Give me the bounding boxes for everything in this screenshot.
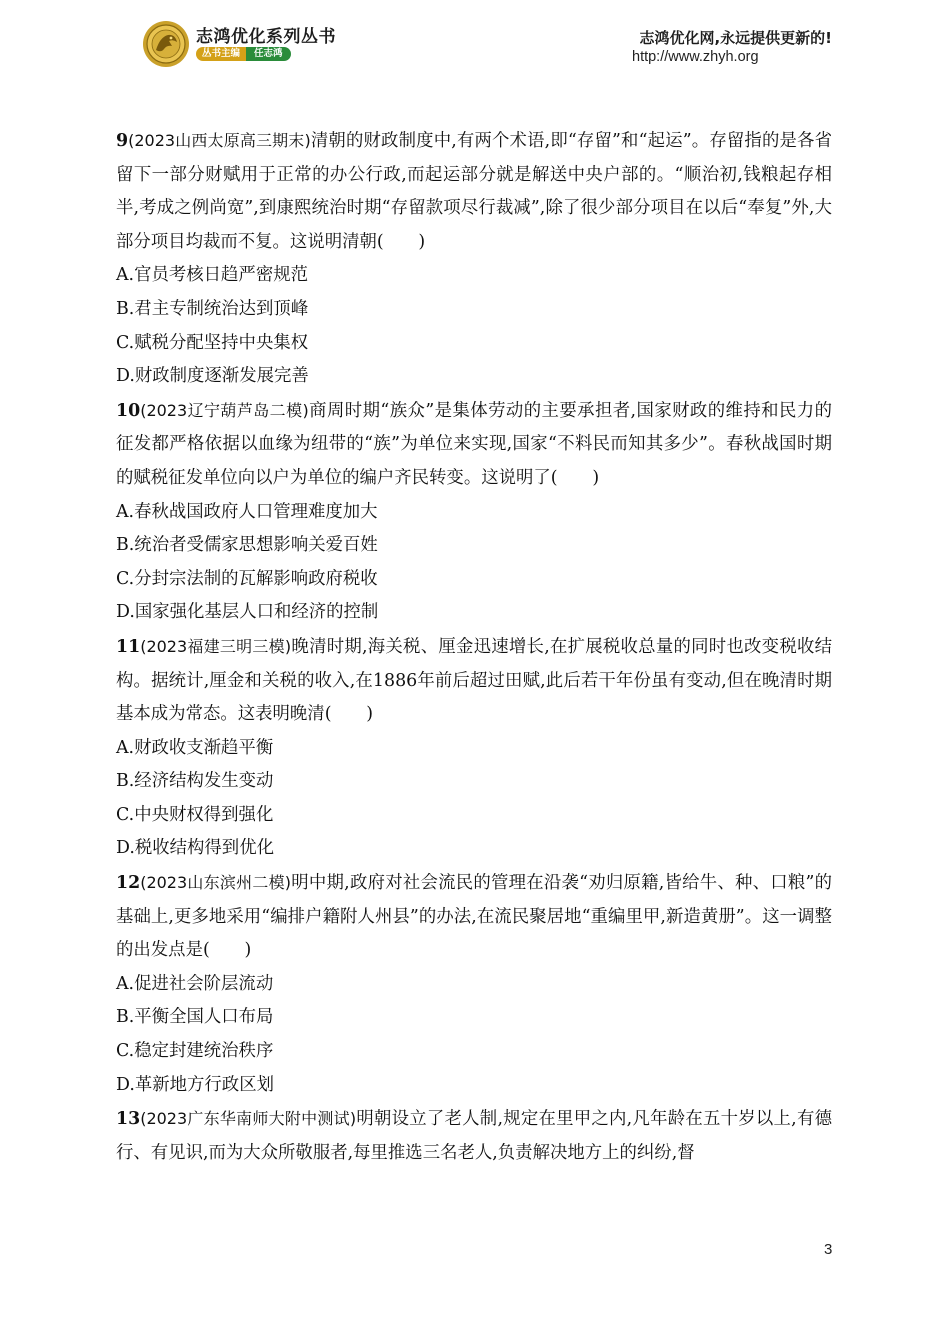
question-source: (2023山东滨州二模) bbox=[140, 873, 292, 893]
option-b: B.经济结构发生变动 bbox=[116, 771, 274, 792]
question-list bbox=[116, 124, 832, 1170]
header-slogan: 志鸿优化网,永远提供更新的! bbox=[639, 29, 832, 47]
question-source: (2023辽宁葫芦岛二模) bbox=[140, 400, 309, 420]
question-13 bbox=[116, 1102, 832, 1170]
page-header bbox=[0, 0, 950, 90]
option-a: A.官员考核日趋严密规范 bbox=[116, 265, 308, 286]
question-number: 12 bbox=[116, 873, 141, 894]
question-source: (2023广东华南师大附中测试) bbox=[140, 1109, 357, 1129]
question-stem bbox=[116, 124, 832, 259]
question-source: (2023山西太原高三期末) bbox=[128, 131, 311, 150]
option-a: A.财政收支渐趋平衡 bbox=[116, 737, 274, 758]
question-9 bbox=[116, 124, 832, 394]
question-number: 13 bbox=[116, 1109, 141, 1130]
option-c: C.稳定封建统治秩序 bbox=[116, 1041, 274, 1062]
question-10 bbox=[116, 394, 832, 630]
question-stem bbox=[116, 394, 832, 496]
page-number: 3 bbox=[824, 1241, 833, 1258]
question-number: 11 bbox=[116, 636, 141, 657]
option-d: D.税收结构得到优化 bbox=[116, 838, 274, 859]
option-a: A.促进社会阶层流动 bbox=[116, 973, 274, 994]
question-text: 清朝的财政制度中,有两个术语,即“存留”和“起运”。存留指的是各省留下一部分财赋用于正常的办公行政,而起运部分就是解送中央户部的。“顺治初,钱粮起存相半,考成之例尚宽”,到康熙统治时期“存留款项尽行裁减”,除了很少部分项目在以后“奉复”外,大部分项目均裁而不复。这说明清朝( ) bbox=[116, 131, 832, 252]
option-c: C.赋税分配坚持中央集权 bbox=[116, 332, 309, 353]
option-b: B.平衡全国人口布局 bbox=[116, 1007, 274, 1028]
option-b: B.君主专制统治达到顶峰 bbox=[116, 298, 309, 319]
question-number: 9 bbox=[116, 131, 129, 151]
question-text: 商周时期“族众”是集体劳动的主要承担者,国家财政的维持和民力的征发都严格依据以血缘为纽带的“族”为单位来实现,国家“不料民而知其多少”。春秋战国时期的赋税征发单位向以户为单位的编户齐民转变。这说明了( ) bbox=[116, 400, 832, 488]
question-stem bbox=[116, 630, 832, 732]
question-source: (2023福建三明三模) bbox=[140, 636, 292, 656]
header-url[interactable]: http://www.zhyh.org bbox=[632, 49, 759, 65]
question-stem bbox=[116, 866, 832, 968]
question-stem bbox=[116, 1102, 832, 1170]
question-number: 10 bbox=[116, 400, 141, 421]
seal-logo-icon bbox=[142, 20, 190, 68]
option-d: D.革新地方行政区划 bbox=[116, 1074, 274, 1095]
editor-badge bbox=[196, 47, 291, 61]
option-d: D.财政制度逐渐发展完善 bbox=[116, 366, 309, 387]
editor-label: 丛书主编 bbox=[196, 47, 246, 61]
question-text: 明朝设立了老人制,规定在里甲之内,凡年龄在五十岁以上,有德行、有见识,而为大众所敬服者,每里推选三名老人,负责解决地方上的纠纷,督 bbox=[116, 1109, 832, 1163]
option-a: A.春秋战国政府人口管理难度加大 bbox=[116, 501, 378, 522]
option-c: C.中央财权得到强化 bbox=[116, 804, 274, 825]
option-b: B.统治者受儒家思想影响关爱百姓 bbox=[116, 535, 378, 556]
question-text: 明中期,政府对社会流民的管理在沿袭“劝归原籍,皆给牛、种、口粮”的基础上,更多地采用“编排户籍附人州县”的办法,在流民聚居地“重编里甲,新造黄册”。这一调整的出发点是( ) bbox=[116, 873, 832, 961]
option-c: C.分封宗法制的瓦解影响政府税收 bbox=[116, 568, 378, 589]
question-text: 晚清时期,海关税、厘金迅速增长,在扩展税收总量的同时也改变税收结构。据统计,厘金和关税的收入,在1886年前后超过田赋,此后若干年份虽有变动,但在晚清时期基本成为常态。这表明晚清( ) bbox=[116, 636, 832, 725]
brand-title: 志鸿优化系列丛书 bbox=[196, 27, 336, 47]
question-12 bbox=[116, 866, 832, 1102]
option-d: D.国家强化基层人口和经济的控制 bbox=[116, 602, 379, 623]
question-11 bbox=[116, 630, 832, 866]
editor-name: 任志鸿 bbox=[246, 47, 291, 61]
